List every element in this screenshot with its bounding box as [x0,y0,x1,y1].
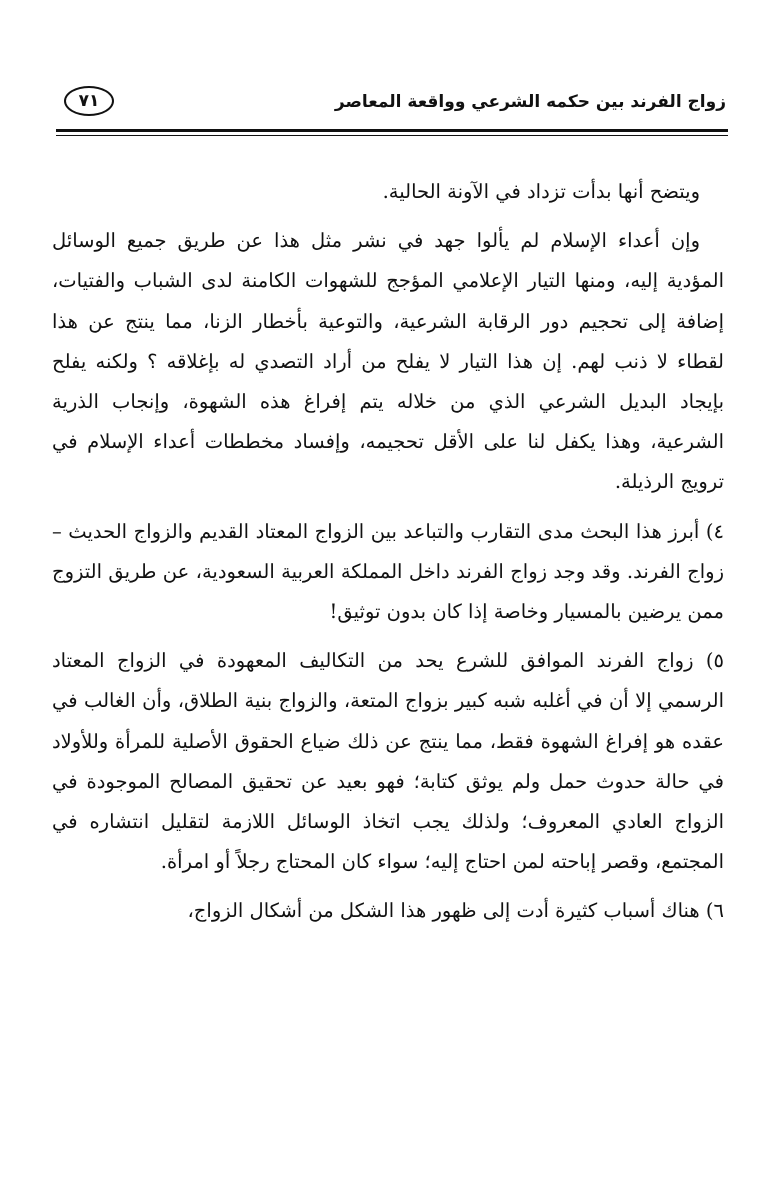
paragraph-item-6: ٦) هناك أسباب كثيرة أدت إلى ظهور هذا الشكل من أشكال الزواج، [187,899,724,923]
paragraph-item-4: ٤) أبرز هذا البحث مدى التقارب والتباعد بين الزواج المعتاد القديم والزواج الحديث – زواج الفرند. وقد وجد زواج الفرند داخل المملكة العربية السعودية، عن طريق التزوج ممن يرضين بالمسيار وخاصة إذا كان بدون توثيق! [52,519,724,624]
paragraph-item-5: ٥) زواج الفرند الموافق للشرع يحد من التكاليف المعهودة في الزواج المعتاد الرسمي إلا أن في أغلبه شبه كبير بزواج المتعة، والزواج بنية الطلاق، وأن الغالب في عقده هو إفراغ الشهوة فقط، مما ينتج عن ذلك ضياع الحقوق الأصلية للمرأة وللأولاد في حالة حدوث حمل ولم يوثق كتابة؛ فهو بعيد عن تحقيق المصالح الموجودة في الزواج العادي المعروف؛ ولذلك يجب اتخاذ الوسائل اللازمة لتقليل انتشاره في المجتمع، وقصر إباحته لمن احتاج إليه؛ سواء كان المحتاج رجلاً أو امرأة. [52,649,724,874]
page-header [56,86,726,126]
running-title: زواج الفرند بين حكمه الشرعي وواقعة المعاصر [334,92,726,112]
page-number-badge [64,86,114,116]
page-number: ٧١ [78,91,100,111]
paragraph-2: وإن أعداء الإسلام لم يألوا جهد في نشر مثل هذا عن طريق جميع الوسائل المؤدية إليه، ومنها التيار الإعلامي المؤجج للشهوات الكامنة لدى الشباب والفتيات، إضافة إلى تحجيم دور الرقابة الشرعية، والتوعية بأخطار الزنا، مما ينتج عن هذا لقطاء لا ذنب لهم. إن هذا التيار لا يفلح من أراد التصدي له بإغلاقه ؟ ولكنه يفلح بإيجاد البديل الشرعي الذي من خلاله يتم إفراغ هذه الشهوة، وإنجاب الذرية الشرعية، وهذا يكفل لنا على الأقل تحجيمه، وإفساد مخططات أعداء الإسلام في ترويج الرذيلة. [52,229,724,494]
header-rule-thin [56,135,728,136]
header-rule-thick [56,129,728,132]
paragraph-1: ويتضح أنها بدأت تزداد في الآونة الحالية. [382,180,700,203]
body-text [52,172,724,941]
